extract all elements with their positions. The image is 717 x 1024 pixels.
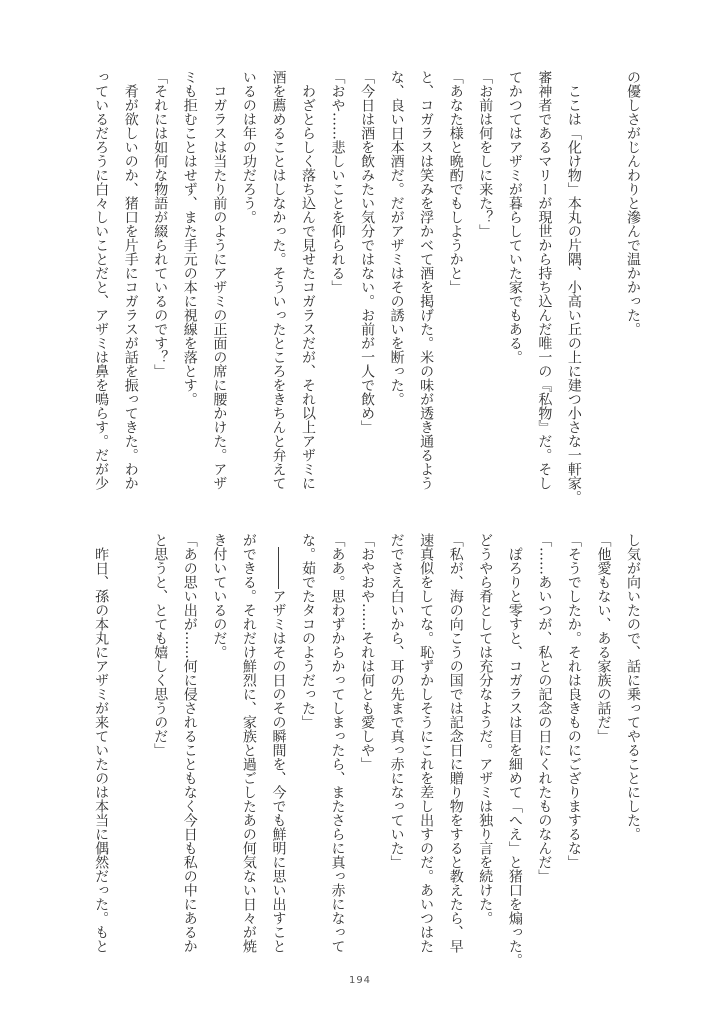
dialogue-column: 「他愛もない、ある家族の話だ」 [595, 533, 612, 743]
text-column: てかつてはアザミが暮らしていた家でもある。 [506, 70, 523, 364]
dialogue-column: と思うと、とても嬉しく思うのだ」 [152, 533, 169, 757]
dialogue-column: 「あなた様と晩酌でもしようかと」 [447, 70, 464, 294]
text-column: な、良い日本酒だ。だがアザミはその誘いを断った。 [388, 70, 405, 406]
text-column: いるのは年の功だろう。 [240, 70, 257, 224]
dialogue-column: な。茹でたタコのようだった」 [299, 533, 316, 729]
text-column: ―――アザミはその日のその瞬間を、今でも鮮明に思い出すこと [270, 533, 287, 953]
text-column: どうやら肴としては充分なようだ。アザミは独り言を続けた。 [477, 533, 494, 925]
text-column: と、コガラスは笑みを浮かべて酒を掲げた。米の味が透き通るよう [418, 70, 435, 490]
text-column: 審神者であるマリーが現世から持ち込んだ唯一の『私物』だ。そし [536, 70, 553, 490]
text-column: 昨日、孫の本丸にアザミが来ていたのは本当に偶然だった。もと [93, 533, 110, 953]
dialogue-column: 「おやおや……それは何とも愛しや」 [359, 533, 376, 771]
dialogue-column: 「今日は酒を飲みたい気分ではない。お前が一人で飲め」 [359, 70, 376, 434]
dialogue-column: 「それには如何な物語が綴られているのです？」 [152, 70, 169, 378]
dialogue-column: 「そうでしたか。それは良きものにござりまするな」 [565, 533, 582, 869]
lower-text-block [85, 533, 647, 973]
dialogue-column: 速真似をしてな。恥ずかしそうにこれを差し出すのだ。あいつはた [418, 533, 435, 953]
text-column: ミも拒むことはせず、また手元の本に視線を落とす。 [181, 70, 198, 406]
text-column: ができる。それだけ鮮烈に、家族と過ごしたあの何気ない日々が焼 [240, 533, 257, 953]
blank-line [115, 533, 145, 973]
text-column: 肴が欲しいのか、猪口を片手にコガラスが話を振ってきた。わか [122, 70, 139, 490]
text-column: ぽろりと零すと、コガラスは目を細めて「へえ」と猪口を煽った。 [506, 533, 523, 967]
dialogue-column: 「ああ。思わずからかってしまったら、またさらに真っ赤になって [329, 533, 346, 953]
text-column: コガラスは当たり前のようにアザミの正面の席に腰かけた。アザ [211, 70, 228, 490]
dialogue-column: 「おや……悲しいことを仰られる」 [329, 70, 346, 294]
dialogue-column: 「私が、海の向こうの国では記念日に贈り物をすると教えたら、早 [447, 533, 464, 953]
page-number: 194 [348, 975, 372, 986]
text-column: っているだろうに白々しいことだと、アザミは鼻を鳴らす。だが少 [93, 70, 110, 490]
dialogue-column: だでさえ白いから、耳の先まで真っ赤になっていた」 [388, 533, 405, 869]
dialogue-column: 「お前は何をしに来た？」 [477, 70, 494, 238]
blank-line [588, 70, 618, 510]
text-column: し気が向いたので、話に乗ってやることにした。 [625, 533, 641, 841]
text-column: ここは「化け物」本丸の片隅、小高い丘の上に建つ小さな一軒家。 [565, 70, 582, 504]
text-column: わざとらしく落ち込んで見せたコガラスだが、それ以上アザミに [299, 70, 316, 490]
text-column: き付いているのだ。 [211, 533, 228, 659]
dialogue-column: 「……あいつが、私との記念の日にくれたものなんだ」 [536, 533, 553, 883]
text-column: 酒を薦めることはしなかった。そういったところをきちんと弁えて [270, 70, 287, 490]
upper-text-block [85, 70, 647, 510]
dialogue-column: 「あの思い出が……何に侵されることもなく今日も私の中にあるか [181, 533, 198, 953]
text-column: の優しさがじんわりと滲んで温かかった。 [625, 70, 641, 336]
